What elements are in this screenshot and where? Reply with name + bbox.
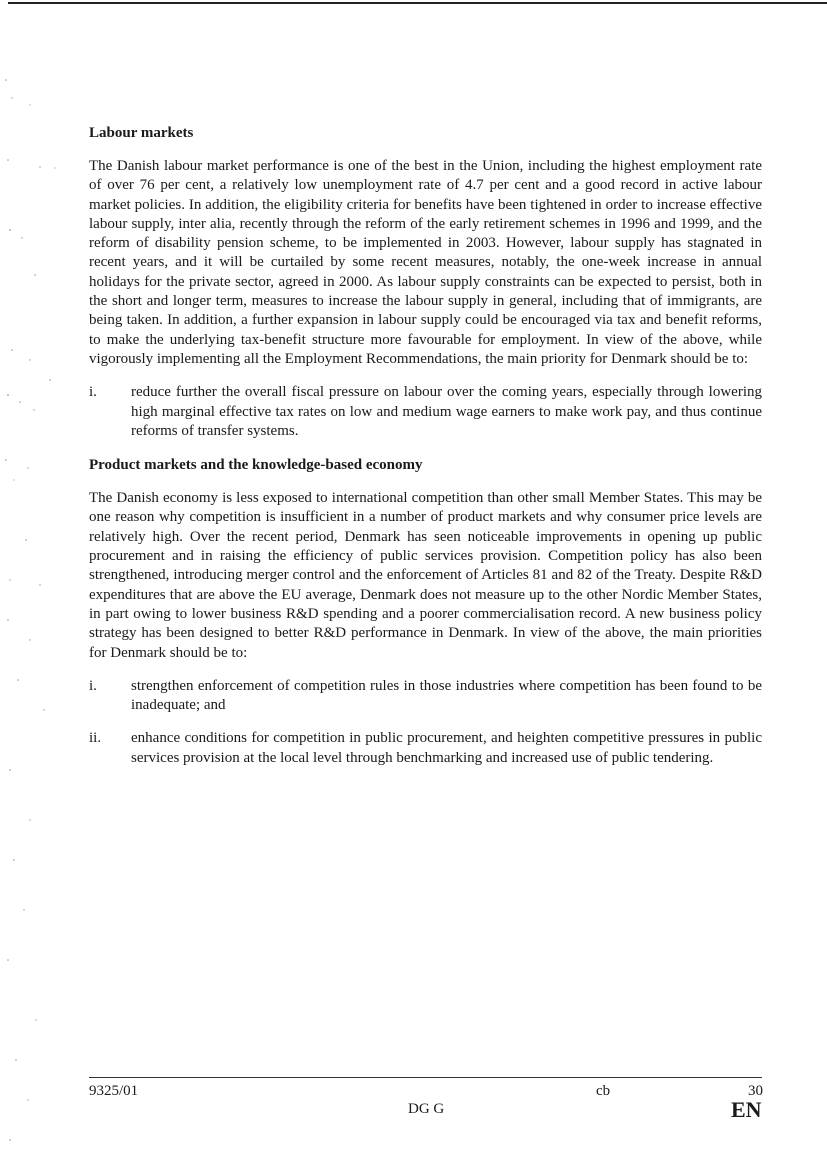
list-item-number: i. xyxy=(89,677,97,694)
footer-rule xyxy=(89,1077,762,1078)
section-heading-product-markets: Product markets and the knowledge-based economy xyxy=(89,457,423,474)
list-item-text: reduce further the overall fiscal pressure on labour over the coming years, especially through lowering high marginal effective tax rates on low and medium wage earners to make work pay, and thus continue reforms of transfer systems. xyxy=(131,384,762,439)
footer-initials: cb xyxy=(596,1083,611,1099)
list-item xyxy=(89,383,762,441)
list-item-number: ii. xyxy=(89,730,102,747)
footer-page-number: 30 xyxy=(748,1083,763,1099)
footer-doc-number: 9325/01 xyxy=(89,1083,139,1099)
list-item-text: enhance conditions for competition in public procurement, and heighten competitive pressures in public services provision at the local level through benchmarking and increased use of public tendering. xyxy=(131,730,762,766)
list-item-text: strengthen enforcement of competition rules in those industries where competition has been found to be inadequate; and xyxy=(131,677,762,714)
footer-language-code: EN xyxy=(731,1097,762,1122)
top-rule xyxy=(8,2,827,4)
scan-specks xyxy=(0,60,80,1160)
section-heading-labour-markets: Labour markets xyxy=(89,125,194,141)
section-body-product-markets: The Danish economy is less exposed to international competition than other small Member States. This may be one reason why competition is insufficient in a number of product markets and why consumer price levels are relatively high. Over the recent period, Denmark has seen noticeable improvements in opening up public procurement and in raising the efficiency of public services provision. Competition policy has also been strengthened, introducing merger control and the enforcement of Articles 81 and 82 of the Treaty. Despite R&D expenditures that are above the EU average, Denmark does not measure up to the other Nordic Member States, in part owing to lower business R&D spending and a poorer commercialisation record. A new business policy strategy has been designed to better R&D performance in Denmark. In view of the above, the main priorities for Denmark should be to: xyxy=(89,490,762,661)
section-body-labour-markets: The Danish labour market performance is one of the best in the Union, including the highest employment rate of over 76 per cent, a relatively low unemployment rate of 4.7 per cent and a good record in active labour market policies. In addition, the eligibility criteria for benefits have been tightened in order to increase effective labour supply, inter alia, recently through the reform of the early retirement schemes in 1996 and 1999, and the reform of disability pension scheme, to be implemented in 2003. However, labour supply has stagnated in recent years, and it will be curtailed by some recent measures, notably, the one-week increase in annual holidays for the private sector, agreed in 2000. As labour supply constraints can be expected to persist, both in the short and longer term, measures to increase the labour supply in general, including that of immigrants, are being taken. In addition, a further expansion in labour supply could be encouraged via tax and benefit reforms, to make the underlying tax-benefit structure more favourable for employment. In view of the above, while vigorously implementing all the Employment Recommendations, the main priority for Denmark should be to: xyxy=(89,158,762,367)
document-body xyxy=(89,118,762,768)
footer-directorate: DG G xyxy=(408,1101,445,1117)
list-item xyxy=(89,677,762,716)
list-item-number: i. xyxy=(89,384,97,401)
list-item xyxy=(89,729,762,768)
